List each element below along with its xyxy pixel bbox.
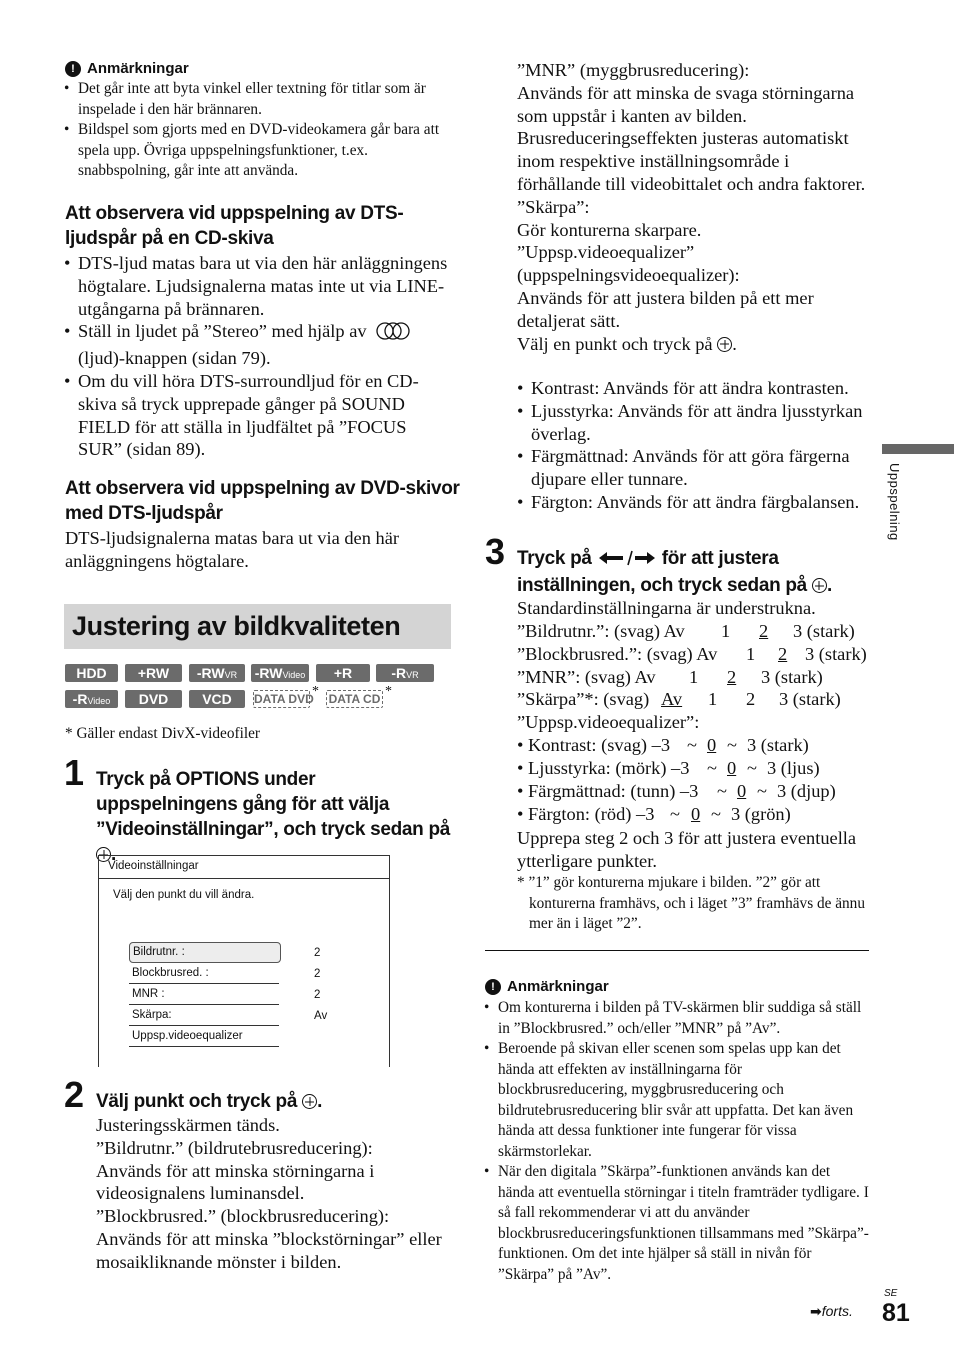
list-item: • Färgton: Används för att ändra färgbalansen. — [517, 491, 877, 514]
list-item: • Bildspel som gjorts med en DVD-videokamera går bara att spela upp. Övriga uppspelningsfunktioner, t.ex. snabbspolning, går inte att använda. — [64, 120, 454, 182]
enter-button-icon — [717, 337, 732, 352]
list-item: • Kontrast: Används för att ändra kontrasten. — [517, 377, 877, 400]
badge-r-vr: -RVR — [376, 664, 434, 682]
equalizer-label: ”Uppsp.videoequalizer”: — [517, 712, 700, 732]
dts-cd-list — [64, 252, 454, 461]
settings-table — [517, 620, 877, 711]
notes-heading-top: ! Anmärkningar — [65, 60, 189, 77]
eq-setting-line: • Kontrast: (svag) –3 ~ 0 ~ 3 (stark) — [517, 735, 809, 755]
list-item: • Ställ in ljudet på ”Stereo” med hjälp av (ljud)-knappen (sidan 79). — [64, 320, 454, 370]
audio-icon — [375, 321, 411, 347]
badge-hdd: HDD — [65, 664, 118, 682]
menu-value: 2 — [314, 947, 321, 959]
section-tab-marker — [882, 444, 954, 454]
subheading-dts-dvd: Att observera vid uppspelning av DVD-skivor med DTS-ljudspår — [65, 478, 460, 524]
page-number: 81 — [882, 1299, 910, 1327]
badge-data-dvd: DATA DVD — [254, 692, 314, 706]
menu-value: Av — [314, 1010, 328, 1022]
asterisk: * — [385, 684, 392, 699]
asterisk: * — [312, 684, 319, 699]
badge-footnote: * Gäller endast DivX-videofiler — [65, 725, 260, 742]
eq-setting-line: • Ljusstyrka: (mörk) –3 ~ 0 ~ 3 (ljus) — [517, 758, 820, 778]
badge-data-cd: DATA CD — [326, 690, 383, 708]
language-code: SE — [884, 1288, 898, 1299]
divider — [99, 878, 389, 879]
subheading-dts-cd: Att observera vid uppspelning av DTS-ljudspår på en CD-skiva — [65, 203, 404, 249]
continued-indicator: ➡forts. — [810, 1303, 853, 1319]
step-2-body: Justeringsskärmen tänds. ”Bildrutnr.” (bildrutebrusreducering): Används för att minska störningarna i videosignalens luminansdel. ”Blockbrusred.” (blockbrusreducering): Används för att minska ”blockstörningar” eller mosaikliknande mönster i bilden. — [96, 1115, 442, 1272]
note-icon: ! — [65, 61, 81, 77]
badge-dvd: DVD — [125, 690, 182, 708]
setting-line: ”Skärpa”*: (svag) Av 1 2 3 (stark) — [517, 689, 841, 709]
screen-prompt: Välj den punkt du vill ändra. — [113, 889, 255, 901]
repeat-instruction: Upprepa steg 2 och 3 för att justera eventuella ytterligare punkter. — [517, 828, 857, 871]
menu-item-uppsp-videoequalizer[interactable]: Uppsp.videoequalizer — [129, 1027, 279, 1047]
badge-plus-r: +R — [316, 664, 370, 682]
menu-item-bildrutnr[interactable]: Bildrutnr. : — [129, 942, 281, 963]
list-item: • När den digitala ”Skärpa”-funktionen används kan det hända att eventuella störningar i titeln framträder tydligare. I så fall rekommenderar vi att du använder blockbrusreduceringsfunktionen tillsammans med ”Skärpa”-funktionen. Om det inte hjälper så ställ in nivån för ”Skärpa” på ”Av”. — [484, 1162, 869, 1285]
step-2-heading: Välj punkt och tryck på . — [96, 1091, 323, 1112]
arrow-right-icon: ➡ — [810, 1303, 822, 1319]
list-item: • Om konturerna i bilden på TV-skärmen blir suddiga så ställ in ”Blockbrusred.” och/eller ”MNR” på ”Av”. — [484, 998, 869, 1039]
setting-line: ”Bildrutnr.”: (svag) Av 1 2 3 (stark) — [517, 621, 855, 641]
section-title-band — [64, 604, 451, 649]
list-item: • Det går inte att byta vinkel eller textning för titlar som är inspelade i den här brännaren. — [64, 79, 454, 120]
section-title: Justering av bildkvaliteten — [72, 611, 401, 641]
step-number-3: 3 — [485, 531, 506, 572]
menu-item-blockbrusred[interactable]: Blockbrusred. : — [129, 964, 279, 984]
notes-list-top — [64, 79, 454, 182]
setting-line: ”MNR”: (svag) Av 1 2 3 (stark) — [517, 667, 823, 687]
list-item: • Om du vill höra DTS-surroundljud för en CD-skiva så tryck upprepade gånger på SOUND FIELD för att ställa in ljudfältet på ”FOCUS SUR” (sidan 89). — [64, 370, 454, 461]
list-item: • Beroende på skivan eller scenen som spelas upp kan det hända att effekten av inställningarna för blockbrusreducering, myggbrusreducering och bildrutebrusreducering blir svår att uppfatta. Det kan även hända att dessa funktioner inte fungerar för vissa skärmstorlekar. — [484, 1039, 869, 1162]
step-number-2: 2 — [64, 1074, 85, 1115]
badge-vcd: VCD — [189, 690, 245, 708]
screen-title: Videoinställningar — [108, 860, 199, 872]
left-right-arrow-icon — [597, 548, 657, 573]
step-3-heading: Tryck på för att justera inställningen, och tryck sedan på . — [517, 548, 832, 596]
list-item: • DTS-ljud matas bara ut via den här anläggningens högtalare. Ljudsignalerna matas inte ut via LINE-utgångarna på brännaren. — [64, 252, 454, 320]
sharpness-footnote: * ”1” gör konturerna mjukare i bilden. ”2” gör att konturerna framhävs, och i läget ”3” framhävs de ännu mer än i läget ”2”. — [517, 874, 865, 932]
notes-list-bottom — [484, 998, 869, 1285]
list-item: • Ljusstyrka: Används för att ändra ljusstyrkan överlag. — [517, 400, 877, 446]
eq-setting-line: • Färgmättnad: (tunn) –3 ~ 0 ~ 3 (djup) — [517, 781, 836, 801]
side-tab-label: Uppspelning — [887, 463, 902, 541]
list-item: • Färgmättnad: Används för att göra färgerna djupare eller tunnare. — [517, 445, 877, 491]
eq-setting-line: • Färgton: (röd) –3 ~ 0 ~ 3 (grön) — [517, 804, 791, 824]
video-settings-screen — [98, 855, 390, 1067]
setting-line: ”Blockbrusred.”: (svag) Av 1 2 3 (stark) — [517, 644, 867, 664]
badge-r-video: -RVideo — [65, 690, 118, 708]
badge-rw-video: -RWVideo — [251, 664, 309, 682]
step-1-heading: Tryck på OPTIONS under uppspelningens gång för att välja ”Videoinställningar”, och tryck sedan på . — [96, 769, 451, 865]
enter-button-icon — [812, 578, 827, 593]
enter-button-icon — [302, 1094, 317, 1109]
divider — [485, 950, 869, 951]
menu-value: 2 — [314, 968, 321, 980]
right-column-body: ”MNR” (myggbrusreducering): Används för att minska de svaga störningarna som uppstår i kanten av bilden. Brusreduceringseffekten justeras automatiskt inom respektive inställningsområde i förhållande till videobittalet och andra faktorer. ”Skärpa”: Gör konturerna skarpare. ”Uppsp.videoequalizer” (uppspelningsvideoequalizer): Används för att justera bilden på ett mer detaljerat sätt. Välj en punkt och tryck på . — [517, 60, 866, 354]
defaults-note: Standardinställningarna är understrukna. — [517, 598, 816, 618]
dts-dvd-text: DTS-ljudsignalerna matas bara ut via den här anläggningens högtalare. — [65, 528, 399, 571]
step-number-1: 1 — [64, 752, 85, 793]
equalizer-settings — [517, 734, 877, 826]
menu-value: 2 — [314, 989, 321, 1001]
notes-heading-bottom: ! Anmärkningar — [485, 978, 609, 995]
equalizer-items-list — [517, 377, 877, 514]
menu-item-mnr[interactable]: MNR : — [129, 985, 279, 1005]
badge-rw-vr: -RWVR — [189, 664, 245, 682]
badge-plus-rw: +RW — [125, 664, 182, 682]
note-icon: ! — [485, 979, 501, 995]
menu-item-skarpa[interactable]: Skärpa: — [129, 1006, 279, 1026]
